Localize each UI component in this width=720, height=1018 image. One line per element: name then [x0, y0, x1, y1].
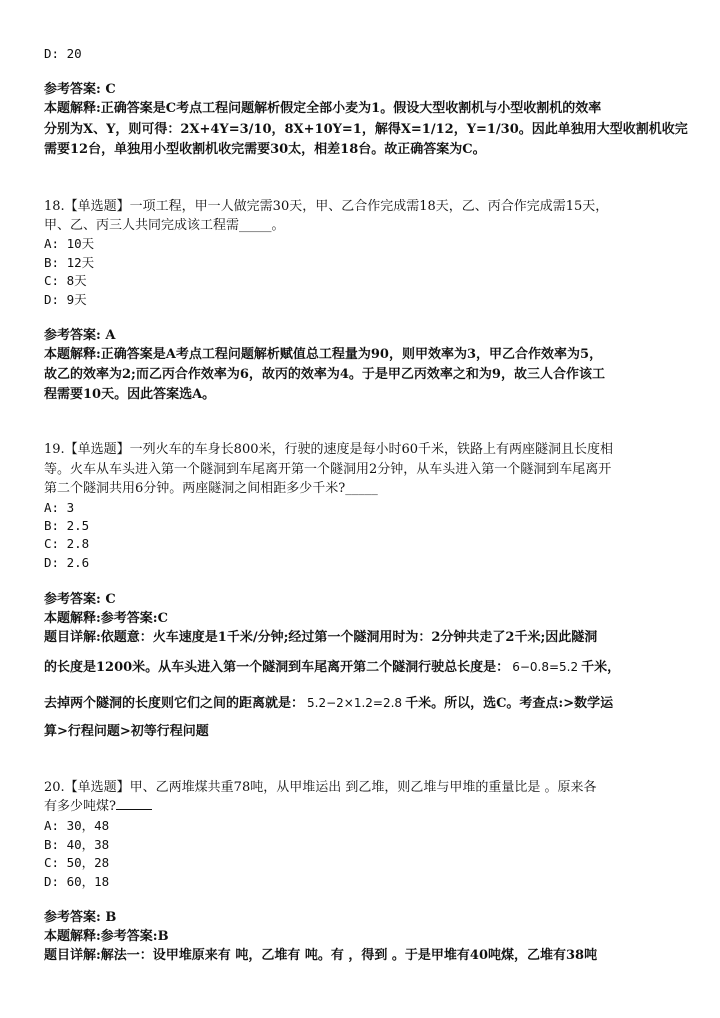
- detail-line: 题目详解:依题意：火车速度是1千米/分钟;经过第一个隧洞用时为：2分钟共走了2千米;因此隧洞: [44, 630, 598, 645]
- detail-line: [44, 657, 620, 678]
- reference-answer: 本题解释:参考答案:C: [44, 611, 168, 626]
- explanation-line: 需要12台，单独用小型收割机收完需要30太，相差18台。故正确答案为C。: [44, 142, 486, 157]
- answer-label: 参考答案: A: [44, 328, 116, 343]
- answer-label: 参考答案: C: [44, 82, 116, 97]
- detail-text: 去掉两个隧洞的长度则它们之间的距离就是：: [44, 696, 305, 711]
- answer-label: 参考答案: C: [44, 592, 116, 607]
- answer-blank: [116, 797, 152, 810]
- option-a: A: 30，48: [44, 818, 110, 833]
- option-b: B: 12天: [44, 255, 95, 270]
- option-b: B: 2.5: [44, 518, 90, 533]
- explanation-line: 本题解释:正确答案是A考点工程问题解析赋值总工程量为90，则甲效率为3，甲乙合作效率为5，: [44, 347, 603, 362]
- question-18-stem: 18.【单选题】一项工程，甲一人做完需30天，甲、乙合作完成需18天，乙、丙合作完成需15天，: [44, 199, 609, 214]
- explanation-line: 程需要10天。因此答案选A。: [44, 387, 216, 402]
- answer-label: 参考答案: B: [44, 910, 117, 925]
- option-d: D: 20: [44, 46, 82, 61]
- detail-text: 的长度是1200米。从车头进入第一个隧洞到车尾离开第二个隧洞行驶总长度是：: [44, 660, 510, 675]
- option-c: C: 50，28: [44, 855, 110, 870]
- option-a: A: 3: [44, 500, 75, 515]
- explanation-line: 本题解释:正确答案是C考点工程问题解析假定全部小麦为1。假设大型收割机与小型收割机的效率: [44, 101, 602, 116]
- question-19-stem: 第二个隧洞共用6分钟。两座隧洞之间相距多少千米?_____: [44, 481, 378, 496]
- question-20-stem: 20.【单选题】甲、乙两堆煤共重78吨，从甲堆运出 到乙堆，则乙堆与甲堆的重量比是 。原来各: [44, 780, 597, 795]
- explanation-line: 分别为X、Y，则可得：2X+4Y=3/10，8X+10Y=1，解得X=1/12，Y=1/30。因此单独用大型收割机收完: [44, 122, 688, 137]
- explanation-line: 故乙的效率为2;而乙丙合作效率为6，故丙的效率为4。于是甲乙丙效率之和为9，故三人合作该工: [44, 367, 605, 382]
- option-c: C: 2.8: [44, 536, 90, 551]
- option-d: D: 60，18: [44, 874, 110, 889]
- option-b: B: 40，38: [44, 837, 110, 852]
- question-19-stem: 等。火车从车头进入第一个隧洞到车尾离开第一个隧洞用2分钟，从车头进入第一个隧洞到车尾离开: [44, 462, 612, 477]
- formula: 6−0.8=5.2: [512, 660, 579, 674]
- detail-text: 千米。所以，选C。考查点:>数学运: [405, 696, 614, 711]
- formula: 5.2−2×1.2=2.8: [307, 696, 403, 710]
- detail-line: 题目详解:解法一：设甲堆原来有 吨，乙堆有 吨。有 ，得到 。于是甲堆有40吨煤，乙堆有38吨: [44, 948, 598, 963]
- option-c: C: 8天: [44, 273, 87, 288]
- option-a: A: 10天: [44, 236, 95, 251]
- detail-line: [44, 693, 613, 714]
- detail-line: 算>行程问题>初等行程问题: [44, 724, 209, 739]
- question-19-stem: 19.【单选题】一列火车的车身长800米，行驶的速度是每小时60千米，铁路上有两座隧洞且长度相: [44, 442, 614, 457]
- detail-text: 千米，: [581, 660, 621, 675]
- option-d: D: 9天: [44, 292, 87, 307]
- question-18-stem: 甲、乙、丙三人共同完成该工程需_____。: [44, 218, 285, 233]
- question-20-stem: [44, 797, 152, 817]
- reference-answer: 本题解释:参考答案:B: [44, 929, 169, 944]
- option-d: D: 2.6: [44, 555, 90, 570]
- stem-text: 有多少吨煤?: [44, 799, 116, 814]
